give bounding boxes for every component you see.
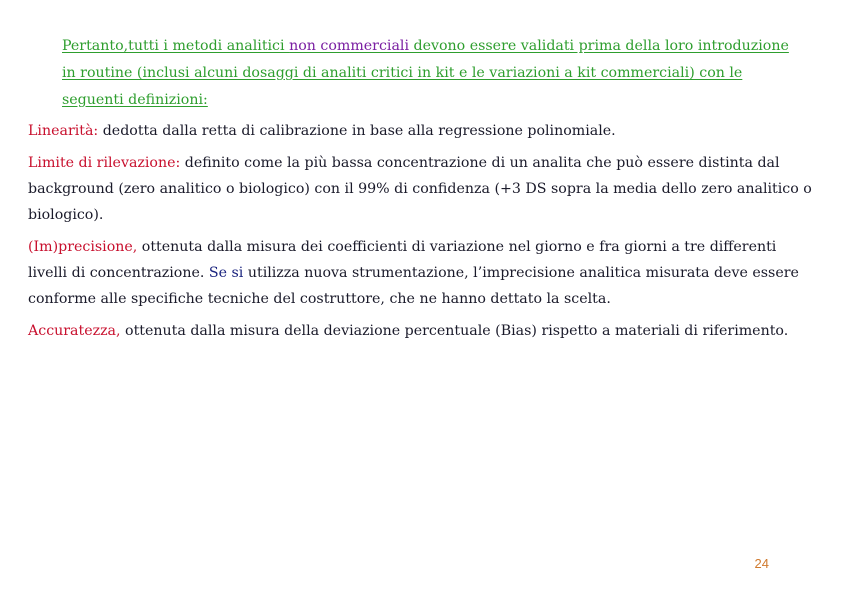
term-linearity: Linearità:	[28, 123, 99, 139]
term-imprecision: (Im)precisione,	[28, 239, 138, 255]
definition-detection-limit	[28, 150, 818, 228]
text-accuracy: ottenuta dalla misura della deviazione percentuale (Bias) rispetto a materiali di riferimento.	[120, 323, 789, 339]
definition-accuracy	[28, 318, 818, 344]
text-linearity: dedotta dalla retta di calibrazione in base alla regressione polinomiale.	[98, 123, 616, 139]
text-imprecision-2: utilizza nuova strumentazione, l’imprecisione analitica misurata deve essere conforme alle specifiche tecniche del costruttore, che ne hanno dettato la scelta.	[28, 265, 799, 307]
definition-linearity	[28, 118, 818, 144]
term-accuracy: Accuratezza,	[28, 323, 121, 339]
page-number: 24	[754, 556, 769, 571]
text-detection-limit: definito come la più bassa concentrazione di un analita che può essere distinta dal background (zero analitico o biologico) con il 99% di confidenza (+3 DS sopra la media dello zero analitico o biologico).	[28, 155, 812, 223]
intro-paragraph	[62, 33, 792, 114]
term-detection-limit: Limite di rilevazione:	[28, 155, 181, 171]
intro-text-end: devono essere validati prima della loro introduzione in routine (inclusi alcuni dosaggi di analiti critici in kit e le variazioni a kit commerciali) con le seguenti definizioni:	[62, 38, 789, 108]
emphasis-se-si: Se si	[208, 265, 244, 281]
definition-imprecision	[28, 234, 818, 312]
intro-text-start: Pertanto,tutti i metodi analitici	[62, 38, 290, 54]
intro-highlight-non-commerciali: non commerciali	[289, 38, 414, 54]
text-imprecision-1: ottenuta dalla misura dei coefficienti di variazione nel giorno e fra giorni a tre differenti livelli di concentrazione.	[28, 239, 777, 281]
